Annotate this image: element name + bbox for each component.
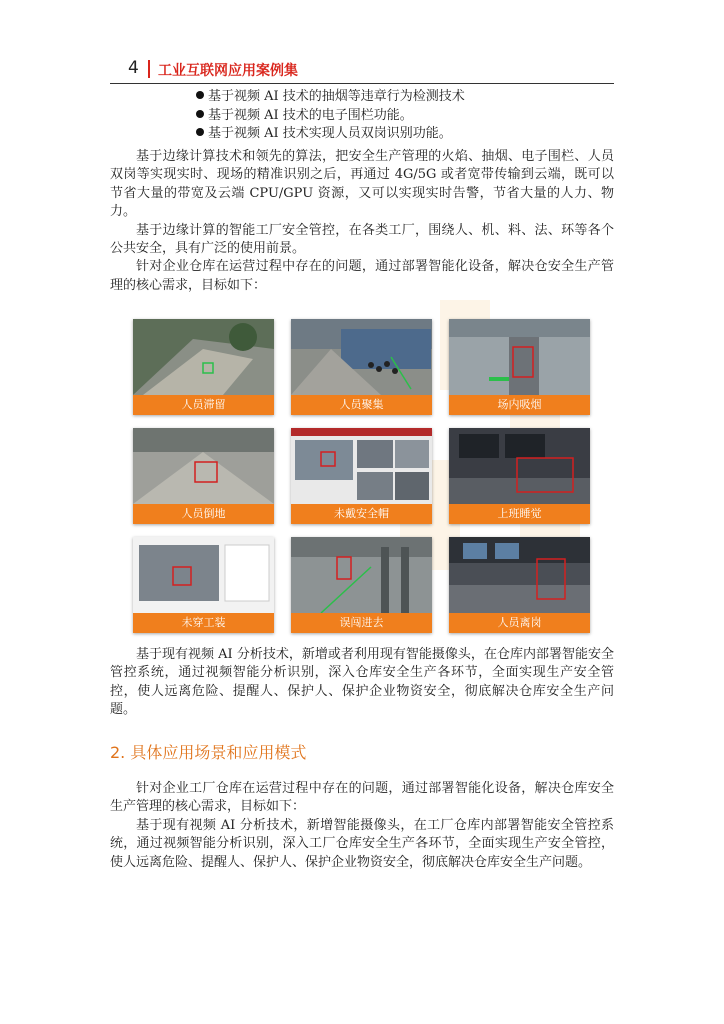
paragraph: 基于现有视频 AI 分析技术，新增智能摄像头，在工厂仓库内部署智能安全管控系统，通过视频智能分析识别，深入工厂仓库安全生产各环节，全面实现生产安全管控，使人远离危险、提醒人、保护人、保护企业物资安全，彻底解决仓库安全生产问题。 — [110, 817, 614, 870]
scenario-caption: 人员倒地 — [133, 504, 274, 524]
scenario-tile — [133, 537, 274, 633]
list-item: 基于视频 AI 技术的抽烟等违章行为检测技术 — [196, 88, 616, 107]
scenario-caption: 未戴安全帽 — [291, 504, 432, 524]
paragraph: 基于边缘计算技术和领先的算法，把安全生产管理的火焰、抽烟、电子围栏、人员双岗等实现实时、现场的精准识别之后，再通过 4G/5G 或者宽带传输到云端，既可以节省大量的带宽及云端 CPU/GPU 资源，又可以实现实时告警，节省大量的人力、物力。 — [110, 149, 614, 220]
list-item: 基于视频 AI 技术实现人员双岗识别功能。 — [196, 125, 616, 144]
scenario-tile — [291, 537, 432, 633]
scenario-image-grid — [127, 313, 597, 631]
scenario-photo — [133, 319, 274, 395]
scenario-caption: 上班睡觉 — [449, 504, 590, 524]
bullet-dot-icon — [196, 91, 204, 99]
body-text-top — [110, 148, 614, 295]
scenario-photo — [133, 537, 274, 613]
list-item: 基于视频 AI 技术的电子围栏功能。 — [196, 107, 616, 126]
scenario-photo — [291, 428, 432, 504]
scenario-photo — [133, 428, 274, 504]
scenario-caption: 人员滞留 — [133, 395, 274, 415]
paragraph: 针对企业工厂仓库在运营过程中存在的问题，通过部署智能化设备，解决仓库安全生产管理的核心需求，目标如下： — [110, 781, 614, 815]
scenario-photo — [449, 428, 590, 504]
header-divider — [148, 60, 150, 78]
scenario-tile — [291, 319, 432, 415]
scenario-tile — [449, 428, 590, 524]
section-heading: 2. 具体应用场景和应用模式 — [110, 743, 307, 762]
scenario-photo — [291, 319, 432, 395]
bullet-list — [196, 88, 616, 144]
page-header — [110, 57, 614, 84]
scenario-caption: 未穿工装 — [133, 613, 274, 633]
body-text-bottom — [110, 780, 614, 872]
page-number: 4 — [128, 58, 139, 78]
scenario-caption: 场内吸烟 — [449, 395, 590, 415]
scenario-tile — [449, 319, 590, 415]
paragraph: 基于现有视频 AI 分析技术，新增或者利用现有智能摄像头，在仓库内部署智能安全管控系统，通过视频智能分析识别，深入仓库安全生产各环节，全面实现生产安全管控，使人远离危险、提醒人、保护人、保护企业物资安全，彻底解决仓库安全生产问题。 — [110, 647, 614, 718]
paragraph: 针对企业仓库在运营过程中存在的问题，通过部署智能化设备，解决仓安全生产管理的核心需求，目标如下： — [110, 259, 614, 293]
scenario-caption: 人员离岗 — [449, 613, 590, 633]
scenario-tile — [449, 537, 590, 633]
bullet-dot-icon — [196, 110, 204, 118]
scenario-tile — [133, 428, 274, 524]
body-text-mid — [110, 646, 614, 720]
scenario-photo — [291, 537, 432, 613]
bullet-dot-icon — [196, 128, 204, 136]
scenario-caption: 误闯进去 — [291, 613, 432, 633]
scenario-caption: 人员聚集 — [291, 395, 432, 415]
scenario-photo — [449, 537, 590, 613]
paragraph: 基于边缘计算的智能工厂安全管控，在各类工厂，围绕人、机、料、法、环等各个公共安全，具有广泛的使用前景。 — [110, 222, 614, 257]
scenario-tile — [133, 319, 274, 415]
scenario-tile — [291, 428, 432, 524]
scenario-photo — [449, 319, 590, 395]
header-title: 工业互联网应用案例集 — [158, 63, 298, 79]
